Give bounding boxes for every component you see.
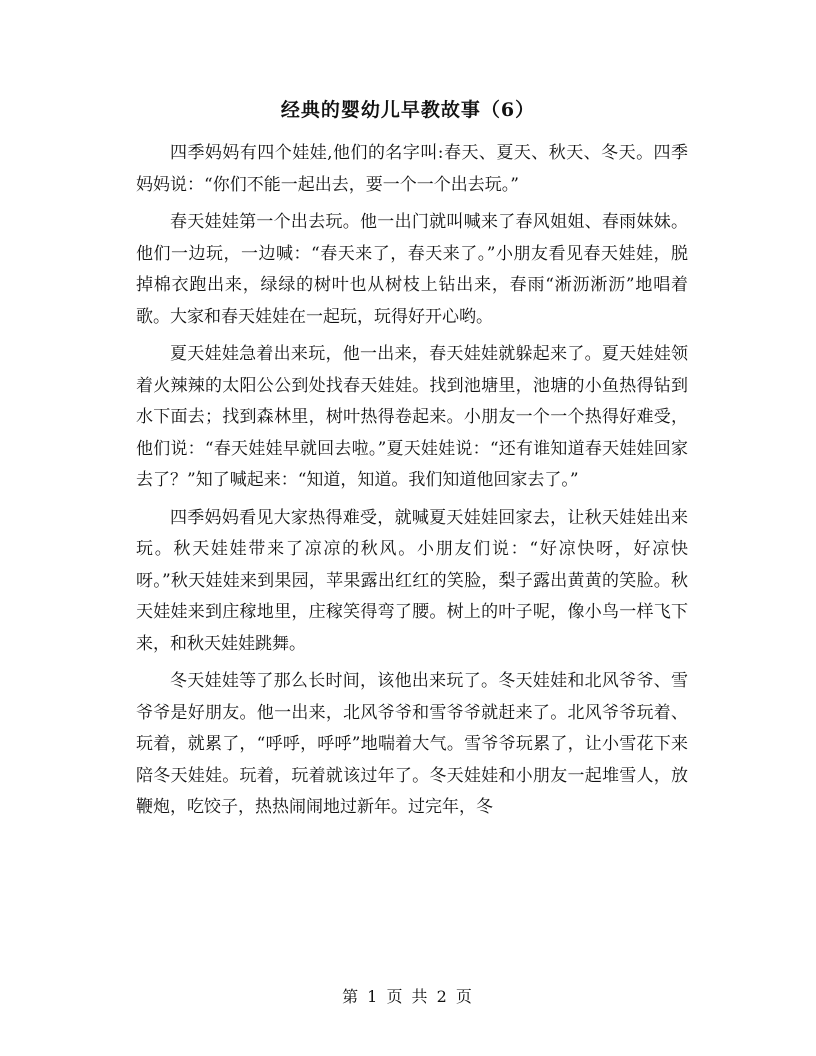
paragraph-2: 春天娃娃第一个出去玩。他一出门就叫喊来了春风姐姐、春雨妹妹。他们一边玩，一边喊：“春天来了，春天来了。”小朋友看见春天娃娃，脱掉棉衣跑出来，绿绿的树叶也从树枝上钻出来，春雨“淅沥淅沥”地唱着歌。大家和春天娃娃在一起玩，玩得好开心哟。 bbox=[136, 212, 688, 327]
paragraph-4: 四季妈妈看见大家热得难受，就喊夏天娃娃回家去，让秋天娃娃出来玩。秋天娃娃带来了凉凉的秋风。小朋友们说：“好凉快呀，好凉快呀。”秋天娃娃来到果园，苹果露出红红的笑脸，梨子露出黄黄的笑脸。秋天娃娃来到庄稼地里，庄稼笑得弯了腰。树上的叶子呢，像小鸟一样飞下来，和秋天娃娃跳舞。 bbox=[136, 507, 688, 654]
document-title: 经典的婴幼儿早教故事（6） bbox=[280, 99, 536, 121]
paragraph-1: 四季妈妈有四个娃娃,他们的名字叫:春天、夏天、秋天、冬天。四季妈妈说：“你们不能一起出去，要一个一个出去玩。” bbox=[136, 143, 688, 195]
paragraph-5: 冬天娃娃等了那么长时间，该他出来玩了。冬天娃娃和北风爷爷、雪爷爷是好朋友。他一出来，北风爷爷和雪爷爷就赶来了。北风爷爷玩着、玩着，就累了，“呼呼，呼呼”地喘着大气。雪爷爷玩累了，让小雪花下来陪冬天娃娃。玩着，玩着就该过年了。冬天娃娃和小朋友一起堆雪人，放鞭炮，吃饺子，热热闹闹地过新年。过完年，冬 bbox=[136, 671, 688, 817]
document-body bbox=[136, 138, 688, 824]
paragraph-3: 夏天娃娃急着出来玩，他一出来，春天娃娃就躲起来了。夏天娃娃领着火辣辣的太阳公公到处找春天娃娃。找到池塘里，池塘的小鱼热得钻到水下面去；找到森林里，树叶热得卷起来。小朋友一个一个热得好难受，他们说：“春天娃娃早就回去啦。”夏天娃娃说：“还有谁知道春天娃娃回家去了？”知了喊起来：“知道，知道。我们知道他回家去了。” bbox=[136, 344, 688, 490]
page-footer: 第 1 页 共 2 页 bbox=[342, 987, 474, 1006]
